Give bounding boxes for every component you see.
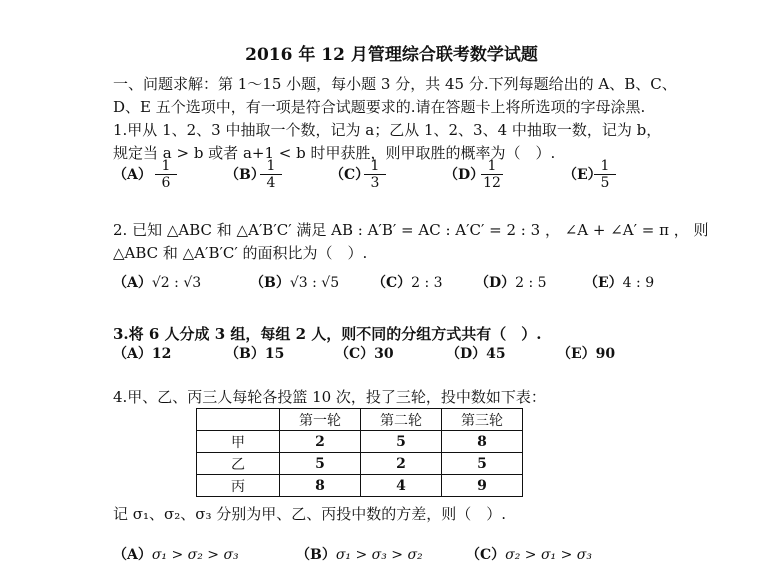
table-cell: 5 <box>280 453 361 475</box>
option-value: 2 : 5 <box>515 275 547 291</box>
q1-option-a-label: （A） <box>113 167 152 183</box>
table-cell: 2 <box>280 431 361 453</box>
option-label: （A） <box>113 547 152 563</box>
fraction-numerator: 1 <box>364 158 386 175</box>
q4-text-line2: 记 σ₁、σ₂、σ₃ 分别为甲、乙、丙投中数的方差，则（ ）. <box>113 505 507 523</box>
option-label: （A） <box>113 275 152 291</box>
fraction-numerator: 1 <box>260 158 282 175</box>
section-instructions-line1: 一、问题求解：第 1～15 小题，每小题 3 分，共 45 分.下列每题给出的 A、B、C、 <box>113 75 677 93</box>
q1-option-b-fraction <box>260 158 282 191</box>
row-label: 甲 <box>197 431 280 453</box>
option-value: 45 <box>486 346 506 362</box>
q2-option-c <box>372 273 443 293</box>
fraction-denominator: 6 <box>161 175 171 191</box>
table-header-cell: 第三轮 <box>442 409 523 431</box>
table-header-cell: 第一轮 <box>280 409 361 431</box>
table-header-cell <box>197 409 280 431</box>
option-label: （C） <box>466 547 506 563</box>
table-cell: 4 <box>361 475 442 497</box>
q1-option-d-label: （D） <box>444 167 485 183</box>
fraction-denominator: 3 <box>370 175 380 191</box>
fraction-numerator: 1 <box>481 158 503 175</box>
option-value: 4 : 9 <box>622 275 655 291</box>
table-row <box>197 475 523 497</box>
q1-option-b-label: （B） <box>225 167 265 183</box>
option-label: （E） <box>584 275 623 291</box>
option-value: 15 <box>264 346 285 362</box>
option-value: 12 <box>151 346 172 362</box>
option-label: （B） <box>296 547 336 563</box>
q3-option-b <box>225 344 284 364</box>
table-cell: 8 <box>442 431 523 453</box>
table-cell: 8 <box>280 475 361 497</box>
q3-option-e <box>557 344 615 364</box>
q1-text-line2: 规定当 a > b 或者 a+1 < b 时甲获胜，则甲取胜的概率为（ ）. <box>113 144 556 162</box>
option-label: （D） <box>475 275 516 291</box>
option-value: 30 <box>374 346 394 362</box>
q3-option-a <box>113 344 171 364</box>
fraction-numerator: 1 <box>594 158 616 175</box>
option-label: （E） <box>557 346 596 362</box>
scores-table <box>196 408 523 497</box>
q3-option-d <box>446 344 506 364</box>
q3-text-line1: 3.将 6 人分成 3 组，每组 2 人，则不同的分组方式共有（ ）. <box>113 325 542 343</box>
table-cell: 5 <box>361 431 442 453</box>
section-instructions-line2: D、E 五个选项中，有一项是符合试题要求的.请在答题卡上将所选项的字母涂黑. <box>113 98 646 116</box>
q2-option-d <box>475 273 547 293</box>
q1-option-e-fraction <box>594 158 616 191</box>
option-value: √2 : √3 <box>151 275 202 291</box>
table-cell: 9 <box>442 475 523 497</box>
option-label: （C） <box>335 346 375 362</box>
table-cell: 2 <box>361 453 442 475</box>
page-title: 2016 年 12 月管理综合联考数学试题 <box>245 45 538 65</box>
option-label: （B） <box>250 275 290 291</box>
fraction-denominator: 12 <box>483 175 501 191</box>
table-header-cell: 第二轮 <box>361 409 442 431</box>
q2-option-a <box>113 273 201 293</box>
table-row <box>197 431 523 453</box>
q4-option-b <box>296 545 423 565</box>
q4-option-c <box>466 545 592 565</box>
table-row <box>197 453 523 475</box>
q2-text-line2: △ABC 和 △A′B′C′ 的面积比为（ ）. <box>113 244 368 262</box>
q1-option-a-fraction <box>155 158 177 191</box>
option-label: （D） <box>446 346 487 362</box>
q1-text-line1: 1.甲从 1、2、3 中抽取一个数，记为 a；乙从 1、2、3、4 中抽取一数，记为 b， <box>113 121 662 139</box>
row-label: 丙 <box>197 475 280 497</box>
q1-option-c-fraction <box>364 158 386 191</box>
option-value: σ₁ > σ₃ > σ₂ <box>335 547 423 563</box>
row-label: 乙 <box>197 453 280 475</box>
q1-option-d-fraction <box>481 158 503 191</box>
fraction-numerator: 1 <box>155 158 177 175</box>
option-value: 2 : 3 <box>411 275 443 291</box>
q1-option-c-label: （C） <box>330 167 370 183</box>
q4-text-line1: 4.甲、乙、丙三人每轮各投篮 10 次，投了三轮，投中数如下表： <box>113 388 546 406</box>
option-label: （C） <box>372 275 412 291</box>
q2-text-line1: 2. 已知 △ABC 和 △A′B′C′ 满足 AB : A′B′ = AC : A′C′ = 2 : 3 ， ∠A + ∠A′ = π ， 则 <box>113 221 709 239</box>
option-label: （A） <box>113 346 152 362</box>
option-value: σ₂ > σ₁ > σ₃ <box>505 547 592 563</box>
q2-option-b <box>250 273 339 293</box>
fraction-denominator: 4 <box>266 175 276 191</box>
table-header-row <box>197 409 523 431</box>
fraction-denominator: 5 <box>600 175 610 191</box>
option-value: √3 : √5 <box>289 275 340 291</box>
q4-option-a <box>113 545 239 565</box>
q2-option-e <box>584 273 654 293</box>
option-value: σ₁ > σ₂ > σ₃ <box>151 547 239 563</box>
option-label: （B） <box>225 346 265 362</box>
option-value: 90 <box>595 346 616 362</box>
table-cell: 5 <box>442 453 523 475</box>
q1-option-e-label: （E） <box>563 167 602 183</box>
q3-option-c <box>335 344 394 364</box>
